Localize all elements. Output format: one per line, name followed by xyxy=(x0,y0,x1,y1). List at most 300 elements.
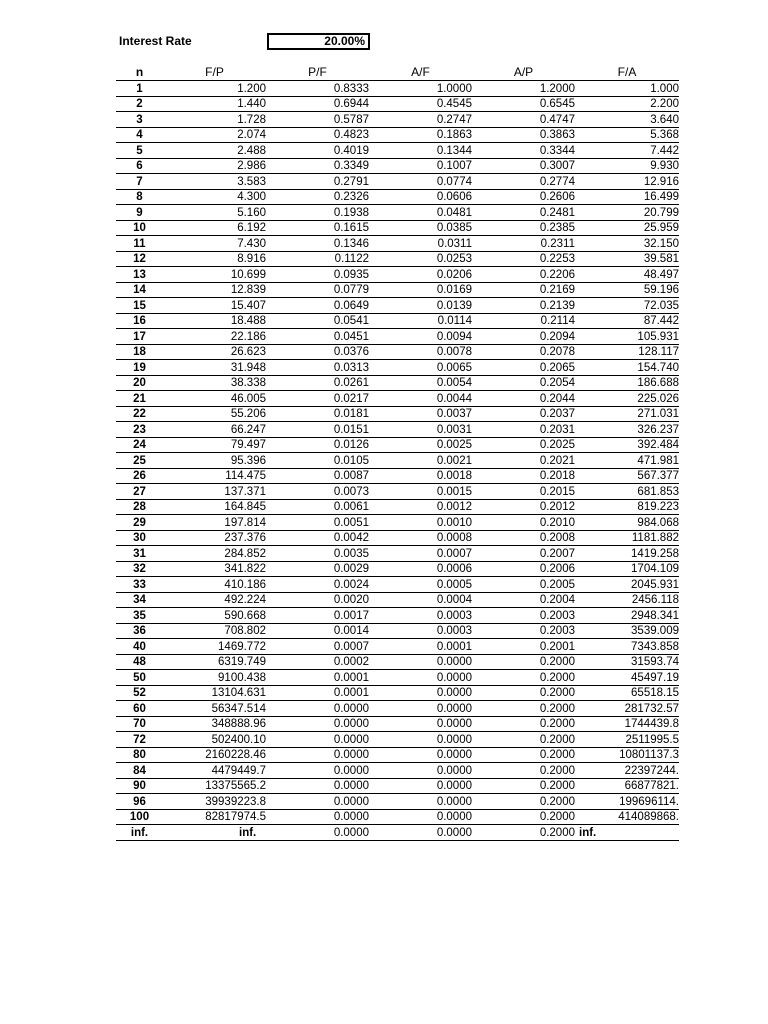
table-row xyxy=(116,809,679,825)
cell-fa: 2948.341 xyxy=(575,608,679,624)
cell-n: 19 xyxy=(116,360,163,376)
cell-ap: 0.2206 xyxy=(472,267,575,283)
interest-rate-input[interactable]: 20.00% xyxy=(267,33,370,50)
cell-fa: 16.499 xyxy=(575,189,679,205)
cell-n: 80 xyxy=(116,747,163,763)
cell-n: 72 xyxy=(116,732,163,748)
cell-fp: 708.802 xyxy=(163,623,266,639)
cell-n: 90 xyxy=(116,778,163,794)
cell-pf: 0.2791 xyxy=(266,174,369,190)
cell-ap: 0.2008 xyxy=(472,530,575,546)
table-row xyxy=(116,360,679,376)
cell-pf: 0.3349 xyxy=(266,158,369,174)
cell-fp: 197.814 xyxy=(163,515,266,531)
cell-n: 1 xyxy=(116,81,163,97)
cell-af: 0.0078 xyxy=(369,344,472,360)
table-row xyxy=(116,546,679,562)
cell-fa: 9.930 xyxy=(575,158,679,174)
table-row xyxy=(116,205,679,221)
table-row xyxy=(116,329,679,345)
cell-n: 84 xyxy=(116,763,163,779)
cell-ap: 0.3863 xyxy=(472,127,575,143)
cell-af: 1.0000 xyxy=(369,81,472,97)
cell-fp: 18.488 xyxy=(163,313,266,329)
cell-pf: 0.0000 xyxy=(266,701,369,717)
cell-fa: 39.581 xyxy=(575,251,679,267)
cell-af: 0.0054 xyxy=(369,375,472,391)
cell-ap: 0.2054 xyxy=(472,375,575,391)
cell-pf: 0.0017 xyxy=(266,608,369,624)
table-row xyxy=(116,174,679,190)
cell-ap: 0.2000 xyxy=(472,794,575,810)
cell-pf: 0.2326 xyxy=(266,189,369,205)
cell-pf: 0.0779 xyxy=(266,282,369,298)
table-row xyxy=(116,267,679,283)
cell-ap: 0.2031 xyxy=(472,422,575,438)
cell-fp: 284.852 xyxy=(163,546,266,562)
cell-af: 0.0015 xyxy=(369,484,472,500)
cell-n: 52 xyxy=(116,685,163,701)
cell-pf: 0.0261 xyxy=(266,375,369,391)
cell-ap: 0.2025 xyxy=(472,437,575,453)
cell-fp: 6319.749 xyxy=(163,654,266,670)
column-header-n: n xyxy=(135,65,144,79)
cell-ap: 0.2018 xyxy=(472,468,575,484)
cell-fa: 2456.118 xyxy=(575,592,679,608)
cell-fa: 66877821. xyxy=(575,778,679,794)
table-row xyxy=(116,577,679,593)
table-row xyxy=(116,747,679,763)
cell-fa: 32.150 xyxy=(575,236,679,252)
table-row xyxy=(116,112,679,128)
cell-pf: 0.0087 xyxy=(266,468,369,484)
table-row xyxy=(116,685,679,701)
column-header-af: A/F xyxy=(411,65,430,79)
cell-n: 4 xyxy=(116,127,163,143)
cell-pf: 0.0935 xyxy=(266,267,369,283)
cell-ap: 0.2000 xyxy=(472,716,575,732)
cell-ap: 0.2021 xyxy=(472,453,575,469)
cell-ap: 0.6545 xyxy=(472,96,575,112)
cell-ap: 0.2385 xyxy=(472,220,575,236)
cell-fa: 105.931 xyxy=(575,329,679,345)
table-row xyxy=(116,794,679,810)
cell-fa: 281732.57 xyxy=(575,701,679,717)
cell-af: 0.0253 xyxy=(369,251,472,267)
cell-fp: 2160228.46 xyxy=(163,747,266,763)
cell-ap: 0.2481 xyxy=(472,205,575,221)
cell-ap: 0.2005 xyxy=(472,577,575,593)
table-row xyxy=(116,515,679,531)
cell-n: 12 xyxy=(116,251,163,267)
cell-ap: 0.2044 xyxy=(472,391,575,407)
cell-fa: 20.799 xyxy=(575,205,679,221)
cell-ap: 0.2169 xyxy=(472,282,575,298)
cell-pf: 0.0024 xyxy=(266,577,369,593)
cell-fp: 2.074 xyxy=(163,127,266,143)
table-row xyxy=(116,561,679,577)
cell-fa: 414089868. xyxy=(575,809,679,825)
cell-fp: 8.916 xyxy=(163,251,266,267)
table-row xyxy=(116,825,679,841)
table-row xyxy=(116,127,679,143)
cell-pf: 0.0376 xyxy=(266,344,369,360)
cell-n: 30 xyxy=(116,530,163,546)
cell-pf: 0.0000 xyxy=(266,716,369,732)
cell-fa: 7.442 xyxy=(575,143,679,159)
cell-pf: 0.1615 xyxy=(266,220,369,236)
cell-n: 96 xyxy=(116,794,163,810)
cell-fp: 492.224 xyxy=(163,592,266,608)
cell-fa: 7343.858 xyxy=(575,639,679,655)
cell-af: 0.0025 xyxy=(369,437,472,453)
cell-n: 14 xyxy=(116,282,163,298)
cell-fp: 13375565.2 xyxy=(163,778,266,794)
cell-n: 48 xyxy=(116,654,163,670)
cell-pf: 0.4019 xyxy=(266,143,369,159)
column-header-fa: F/A xyxy=(617,65,637,79)
table-row xyxy=(116,530,679,546)
cell-pf: 0.0313 xyxy=(266,360,369,376)
column-header-pf: P/F xyxy=(308,65,327,79)
table-row xyxy=(116,96,679,112)
cell-pf: 0.0051 xyxy=(266,515,369,531)
cell-fp: 31.948 xyxy=(163,360,266,376)
cell-fa: 681.853 xyxy=(575,484,679,500)
cell-fa: 225.026 xyxy=(575,391,679,407)
cell-af: 0.0037 xyxy=(369,406,472,422)
cell-af: 0.0000 xyxy=(369,654,472,670)
cell-pf: 0.0649 xyxy=(266,298,369,314)
cell-ap: 0.2606 xyxy=(472,189,575,205)
cell-fa: 154.740 xyxy=(575,360,679,376)
cell-pf: 0.6944 xyxy=(266,96,369,112)
cell-af: 0.0008 xyxy=(369,530,472,546)
cell-ap: 0.3344 xyxy=(472,143,575,159)
cell-af: 0.0010 xyxy=(369,515,472,531)
cell-fa: 2.200 xyxy=(575,96,679,112)
table-row xyxy=(116,468,679,484)
cell-n: 34 xyxy=(116,592,163,608)
cell-n: 24 xyxy=(116,437,163,453)
cell-fp: 55.206 xyxy=(163,406,266,422)
cell-pf: 0.8333 xyxy=(266,81,369,97)
cell-fp: 4479449.7 xyxy=(163,763,266,779)
table-row xyxy=(116,298,679,314)
table-row xyxy=(116,406,679,422)
cell-n: 6 xyxy=(116,158,163,174)
cell-fa: 1704.109 xyxy=(575,561,679,577)
cell-n: 100 xyxy=(116,809,163,825)
cell-n: 50 xyxy=(116,670,163,686)
cell-fp: 66.247 xyxy=(163,422,266,438)
cell-ap: 0.2037 xyxy=(472,406,575,422)
table-row xyxy=(116,670,679,686)
cell-af: 0.0006 xyxy=(369,561,472,577)
cell-n: 36 xyxy=(116,623,163,639)
table-row xyxy=(116,422,679,438)
cell-fp: 1.200 xyxy=(163,81,266,97)
cell-fa: 3539.009 xyxy=(575,623,679,639)
table-row xyxy=(116,623,679,639)
table-row xyxy=(116,189,679,205)
cell-fp: 341.822 xyxy=(163,561,266,577)
cell-ap: 0.2004 xyxy=(472,592,575,608)
cell-fp: 12.839 xyxy=(163,282,266,298)
cell-ap: 0.2000 xyxy=(472,701,575,717)
cell-fa: 45497.19 xyxy=(575,670,679,686)
cell-af: 0.0000 xyxy=(369,825,472,841)
table-row xyxy=(116,499,679,515)
cell-af: 0.0000 xyxy=(369,778,472,794)
table-row xyxy=(116,716,679,732)
cell-fa: 567.377 xyxy=(575,468,679,484)
cell-fa: inf. xyxy=(575,825,679,841)
table-row xyxy=(116,484,679,500)
cell-fa: 12.916 xyxy=(575,174,679,190)
cell-ap: 0.2003 xyxy=(472,623,575,639)
cell-ap: 0.3007 xyxy=(472,158,575,174)
cell-ap: 0.2000 xyxy=(472,670,575,686)
cell-af: 0.0004 xyxy=(369,592,472,608)
cell-pf: 0.0073 xyxy=(266,484,369,500)
cell-fp: 2.488 xyxy=(163,143,266,159)
cell-af: 0.0003 xyxy=(369,608,472,624)
cell-pf: 0.0000 xyxy=(266,809,369,825)
cell-fp: 13104.631 xyxy=(163,685,266,701)
cell-n: 17 xyxy=(116,329,163,345)
cell-fp: 39939223.8 xyxy=(163,794,266,810)
cell-fp: 114.475 xyxy=(163,468,266,484)
cell-af: 0.0001 xyxy=(369,639,472,655)
cell-fp: 7.430 xyxy=(163,236,266,252)
table-row xyxy=(116,654,679,670)
cell-ap: 0.2015 xyxy=(472,484,575,500)
table-row xyxy=(116,158,679,174)
cell-n: 5 xyxy=(116,143,163,159)
cell-pf: 0.1122 xyxy=(266,251,369,267)
cell-fp: 2.986 xyxy=(163,158,266,174)
cell-fa: 2511995.5 xyxy=(575,732,679,748)
cell-fa: 59.196 xyxy=(575,282,679,298)
cell-n: inf. xyxy=(116,825,163,841)
cell-n: 16 xyxy=(116,313,163,329)
cell-n: 40 xyxy=(116,639,163,655)
cell-n: 9 xyxy=(116,205,163,221)
cell-fp: 79.497 xyxy=(163,437,266,453)
cell-fa: 25.959 xyxy=(575,220,679,236)
cell-pf: 0.1938 xyxy=(266,205,369,221)
table-row xyxy=(116,701,679,717)
cell-n: 10 xyxy=(116,220,163,236)
cell-pf: 0.0000 xyxy=(266,825,369,841)
cell-pf: 0.0000 xyxy=(266,747,369,763)
cell-ap: 0.2006 xyxy=(472,561,575,577)
column-header-fp: F/P xyxy=(205,65,224,79)
cell-fp: 56347.514 xyxy=(163,701,266,717)
cell-fp: 6.192 xyxy=(163,220,266,236)
cell-ap: 0.2000 xyxy=(472,809,575,825)
cell-af: 0.0206 xyxy=(369,267,472,283)
cell-fa: 819.223 xyxy=(575,499,679,515)
cell-pf: 0.0126 xyxy=(266,437,369,453)
cell-ap: 0.2078 xyxy=(472,344,575,360)
cell-n: 13 xyxy=(116,267,163,283)
cell-fp: 237.376 xyxy=(163,530,266,546)
cell-n: 31 xyxy=(116,546,163,562)
cell-ap: 0.2311 xyxy=(472,236,575,252)
cell-pf: 0.0451 xyxy=(266,329,369,345)
cell-fa: 326.237 xyxy=(575,422,679,438)
cell-ap: 0.2000 xyxy=(472,685,575,701)
cell-fa: 392.484 xyxy=(575,437,679,453)
cell-fa: 48.497 xyxy=(575,267,679,283)
cell-fa: 31593.74 xyxy=(575,654,679,670)
cell-pf: 0.0000 xyxy=(266,732,369,748)
cell-pf: 0.0000 xyxy=(266,778,369,794)
cell-ap: 0.2003 xyxy=(472,608,575,624)
table-row xyxy=(116,282,679,298)
cell-ap: 0.2094 xyxy=(472,329,575,345)
cell-n: 33 xyxy=(116,577,163,593)
cell-ap: 0.2253 xyxy=(472,251,575,267)
cell-n: 21 xyxy=(116,391,163,407)
table-row xyxy=(116,81,679,97)
cell-fp: inf. xyxy=(163,825,266,841)
cell-fa: 87.442 xyxy=(575,313,679,329)
cell-ap: 0.2114 xyxy=(472,313,575,329)
cell-fp: 38.338 xyxy=(163,375,266,391)
cell-fp: 9100.438 xyxy=(163,670,266,686)
table-row xyxy=(116,143,679,159)
cell-fp: 1.440 xyxy=(163,96,266,112)
table-row xyxy=(116,592,679,608)
cell-pf: 0.0181 xyxy=(266,406,369,422)
cell-fp: 95.396 xyxy=(163,453,266,469)
cell-n: 8 xyxy=(116,189,163,205)
cell-ap: 0.2000 xyxy=(472,654,575,670)
cell-af: 0.0000 xyxy=(369,763,472,779)
cell-ap: 0.2774 xyxy=(472,174,575,190)
cell-af: 0.0114 xyxy=(369,313,472,329)
cell-af: 0.1344 xyxy=(369,143,472,159)
cell-n: 18 xyxy=(116,344,163,360)
cell-pf: 0.0029 xyxy=(266,561,369,577)
cell-af: 0.1007 xyxy=(369,158,472,174)
cell-af: 0.0606 xyxy=(369,189,472,205)
table-row xyxy=(116,375,679,391)
cell-af: 0.2747 xyxy=(369,112,472,128)
cell-fa: 1.000 xyxy=(575,81,679,97)
interest-rate-label: Interest Rate xyxy=(119,34,192,48)
cell-af: 0.0018 xyxy=(369,468,472,484)
cell-af: 0.4545 xyxy=(369,96,472,112)
cell-fa: 72.035 xyxy=(575,298,679,314)
table-row xyxy=(116,763,679,779)
cell-fa: 2045.931 xyxy=(575,577,679,593)
cell-ap: 0.2065 xyxy=(472,360,575,376)
table-body xyxy=(116,81,679,841)
cell-af: 0.0311 xyxy=(369,236,472,252)
cell-ap: 0.2000 xyxy=(472,732,575,748)
cell-fp: 4.300 xyxy=(163,189,266,205)
cell-ap: 0.2000 xyxy=(472,747,575,763)
cell-fp: 26.623 xyxy=(163,344,266,360)
table-row xyxy=(116,344,679,360)
cell-pf: 0.4823 xyxy=(266,127,369,143)
cell-ap: 1.2000 xyxy=(472,81,575,97)
cell-fa: 5.368 xyxy=(575,127,679,143)
cell-n: 27 xyxy=(116,484,163,500)
cell-pf: 0.0217 xyxy=(266,391,369,407)
cell-af: 0.0000 xyxy=(369,670,472,686)
table-header-row xyxy=(116,64,679,81)
cell-af: 0.0000 xyxy=(369,747,472,763)
cell-fa: 186.688 xyxy=(575,375,679,391)
cell-pf: 0.0000 xyxy=(266,763,369,779)
cell-n: 11 xyxy=(116,236,163,252)
cell-n: 20 xyxy=(116,375,163,391)
cell-ap: 0.2139 xyxy=(472,298,575,314)
cell-fp: 5.160 xyxy=(163,205,266,221)
cell-fa: 984.068 xyxy=(575,515,679,531)
table-row xyxy=(116,453,679,469)
cell-fp: 137.371 xyxy=(163,484,266,500)
cell-n: 29 xyxy=(116,515,163,531)
cell-fa: 1744439.8 xyxy=(575,716,679,732)
cell-fa: 10801137.3 xyxy=(575,747,679,763)
cell-ap: 0.2012 xyxy=(472,499,575,515)
cell-n: 26 xyxy=(116,468,163,484)
cell-af: 0.0005 xyxy=(369,577,472,593)
cell-ap: 0.2000 xyxy=(472,778,575,794)
cell-pf: 0.0002 xyxy=(266,654,369,670)
cell-n: 32 xyxy=(116,561,163,577)
cell-af: 0.0021 xyxy=(369,453,472,469)
cell-fp: 15.407 xyxy=(163,298,266,314)
cell-fa: 471.981 xyxy=(575,453,679,469)
cell-n: 35 xyxy=(116,608,163,624)
cell-pf: 0.5787 xyxy=(266,112,369,128)
table-row xyxy=(116,251,679,267)
cell-fa: 1181.882 xyxy=(575,530,679,546)
cell-af: 0.0000 xyxy=(369,716,472,732)
cell-af: 0.0385 xyxy=(369,220,472,236)
cell-fa: 1419.258 xyxy=(575,546,679,562)
cell-pf: 0.1346 xyxy=(266,236,369,252)
cell-fp: 10.699 xyxy=(163,267,266,283)
cell-af: 0.0169 xyxy=(369,282,472,298)
cell-af: 0.0007 xyxy=(369,546,472,562)
table-row xyxy=(116,313,679,329)
cell-n: 60 xyxy=(116,701,163,717)
cell-pf: 0.0000 xyxy=(266,794,369,810)
cell-af: 0.0031 xyxy=(369,422,472,438)
cell-pf: 0.0035 xyxy=(266,546,369,562)
table-row xyxy=(116,220,679,236)
cell-af: 0.0000 xyxy=(369,794,472,810)
cell-af: 0.0065 xyxy=(369,360,472,376)
cell-af: 0.0139 xyxy=(369,298,472,314)
cell-ap: 0.2001 xyxy=(472,639,575,655)
cell-pf: 0.0541 xyxy=(266,313,369,329)
cell-af: 0.0000 xyxy=(369,701,472,717)
cell-pf: 0.0105 xyxy=(266,453,369,469)
cell-fp: 3.583 xyxy=(163,174,266,190)
cell-af: 0.0481 xyxy=(369,205,472,221)
cell-fp: 1.728 xyxy=(163,112,266,128)
cell-pf: 0.0020 xyxy=(266,592,369,608)
